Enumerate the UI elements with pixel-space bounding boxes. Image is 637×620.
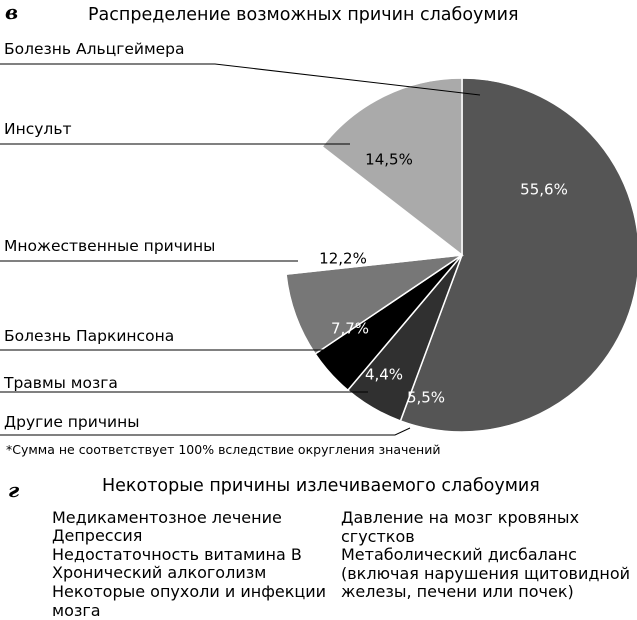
treatable-item-vitamin-b: Недостаточность витамина В (52, 545, 302, 564)
treatable-title: Некоторые причины излечиваемого слабоумия (102, 476, 540, 496)
chart-title: Распределение возможных причин слабоумия (88, 5, 519, 25)
panel-letter-b: в (5, 0, 19, 24)
legend-label-other: Другие причины (4, 413, 140, 431)
treatable-item-medication: Медикаментозное лечение (52, 508, 282, 527)
legend-label-trauma: Травмы мозга (4, 374, 118, 392)
slice-value-болезнь-паркинсона: 7,7% (330, 319, 370, 338)
treatable-item-tumors: Некоторые опухоли и инфекции мозга (52, 582, 327, 620)
treatable-item-alcoholism: Хронический алкоголизм (52, 563, 267, 582)
slice-value-болезнь-альцгеймера: 55,6% (520, 180, 568, 199)
legend-label-multiple: Множественные причины (4, 237, 216, 255)
panel-letter-g: г (8, 478, 20, 502)
slice-value-травмы-мозга: 4,4% (364, 365, 404, 384)
legend-label-alzheimer: Болезнь Альцгеймера (4, 40, 185, 58)
treatable-item-metabolic: Метаболический дисбаланс (включая нарушения щитовидной железы, печени или почек) (341, 545, 631, 601)
slice-value-другие-причины: 5,5% (406, 388, 446, 407)
treatable-item-depression: Депрессия (52, 526, 143, 545)
slice-value-множественные-причины: 12,2% (319, 249, 367, 268)
footnote: *Сумма не соответствует 100% вследствие округления значений (6, 442, 441, 457)
treatable-item-blood-clots: Давление на мозг кровяных сгустков (341, 508, 580, 546)
legend-label-parkinson: Болезнь Паркинсона (4, 327, 175, 345)
legend-label-stroke: Инсульт (4, 120, 72, 138)
slice-value-инсульт: 14,5% (365, 150, 413, 169)
